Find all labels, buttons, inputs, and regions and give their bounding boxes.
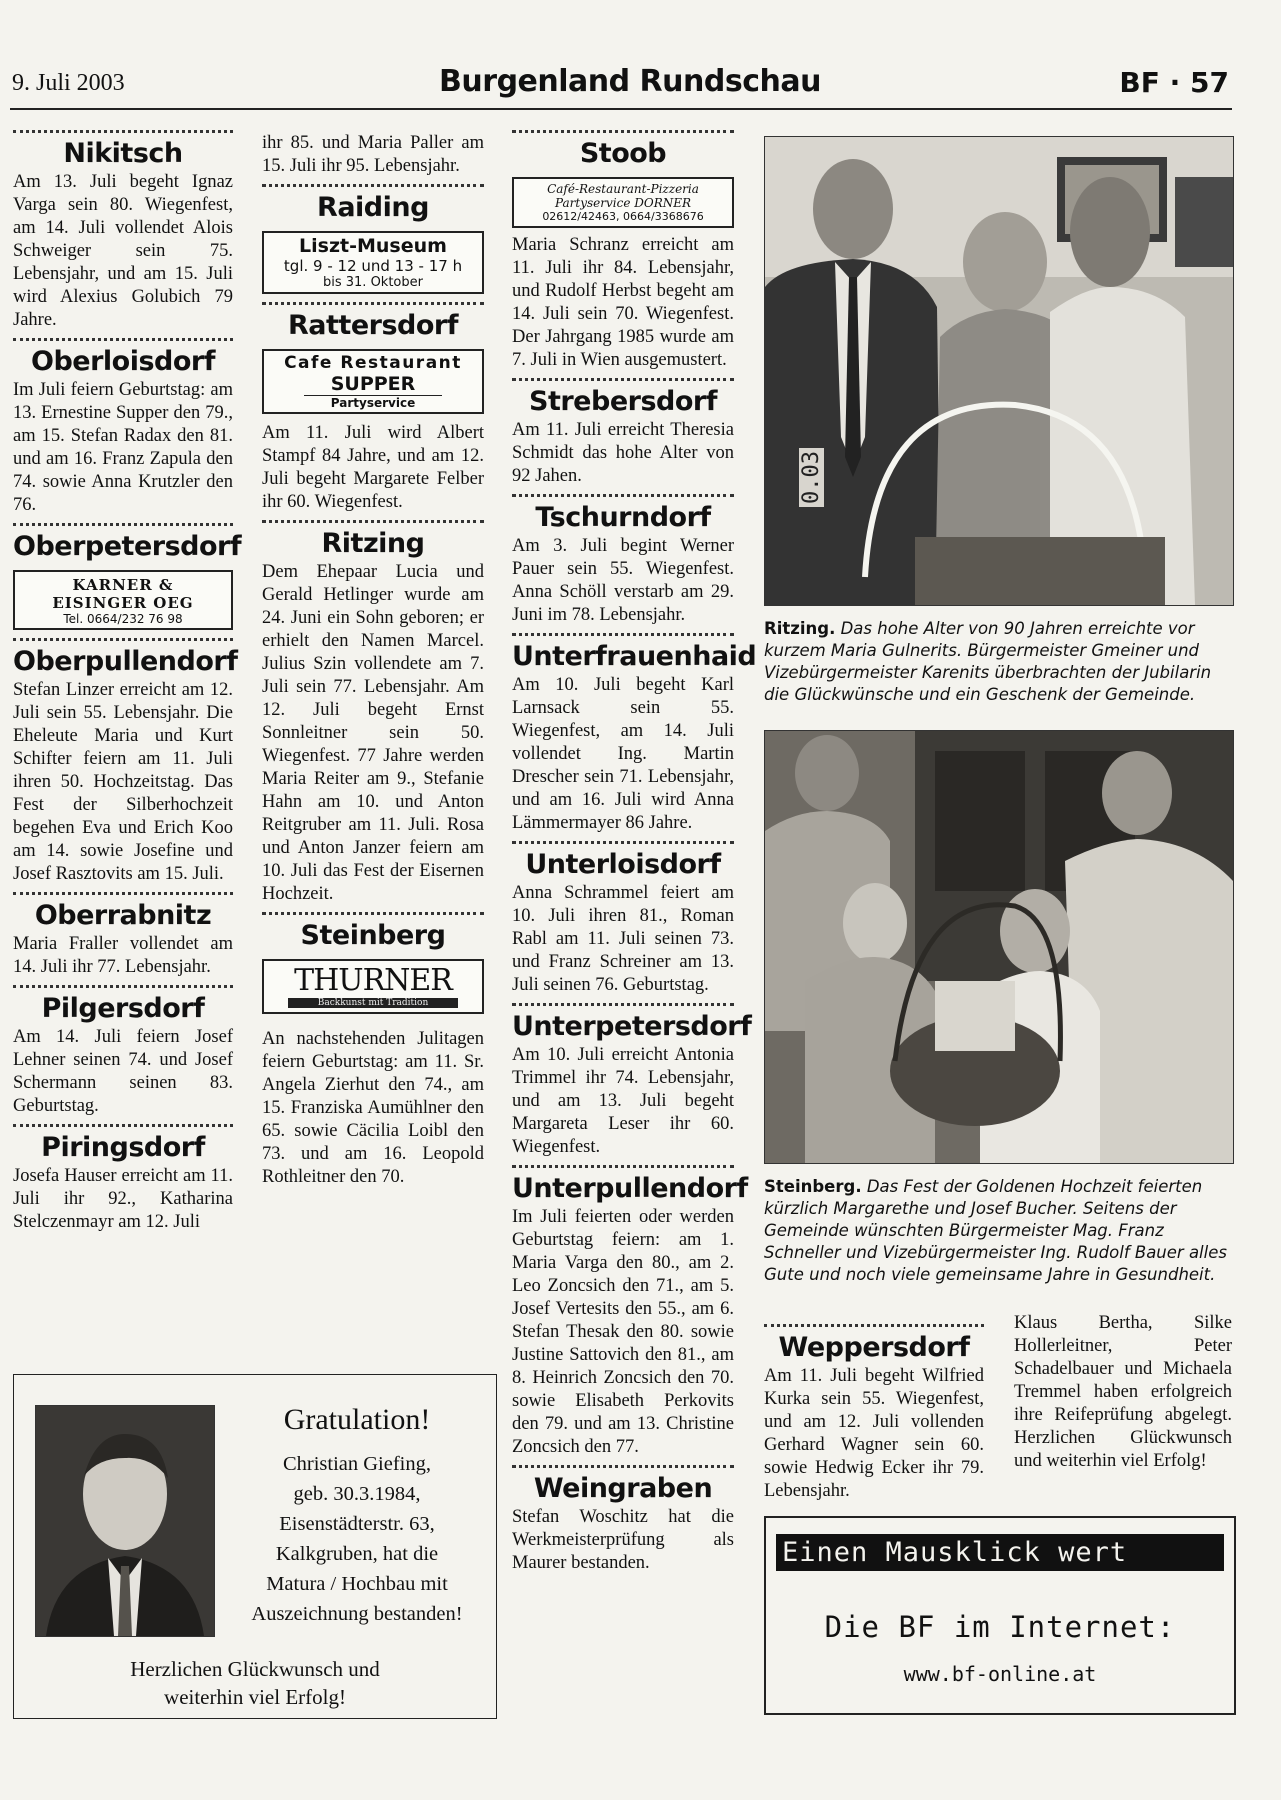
section-ritzing	[262, 520, 484, 906]
section-oberrabnitz	[13, 892, 233, 979]
section-text: Anna Schrammel feiert am 10. Juli ihren 81., Roman Rabl am 11. Juli seinen 73. und Franz Schreiner am 13. Juli seinen 76. Geburtstag.	[512, 883, 734, 995]
section-text: Klaus Bertha, Silke Hollerleitner, Peter Schadelbauer und Michaela Tremmel haben erfolgreich ihre Reifeprüfung abgelegt. Herzlichen Glückwunsch und weiterhin viel Erfolg!	[1014, 1313, 1232, 1471]
photo-steinberg-image	[765, 731, 1233, 1163]
section-text: Stefan Woschitz hat die Werkmeisterprüfung als Maurer bestanden.	[512, 1507, 734, 1573]
ad-supper: Cafe Restaurant SUPPER Partyservice	[262, 349, 484, 414]
section-title: Unterpetersdorf	[512, 1011, 752, 1042]
section-reifepruefung	[1014, 1312, 1232, 1473]
section-text: Maria Fraller vollendet am 14. Juli ihr 77. Lebensjahr.	[13, 934, 233, 977]
section-title: Stoob	[579, 138, 667, 169]
section-weppersdorf	[764, 1324, 984, 1503]
section-text: ihr 85. und Maria Paller am 15. Juli ihr 95. Lebensjahr.	[262, 133, 484, 176]
photo-ritzing-image	[765, 137, 1233, 605]
section-tschurndorf	[512, 494, 734, 627]
promo-line: Die BF im Internet:	[824, 1610, 1176, 1644]
column-weppersdorf	[764, 1318, 984, 1503]
gratulation-box	[13, 1374, 497, 1719]
caption-place: Steinberg.	[764, 1177, 862, 1196]
column-3	[512, 124, 757, 1575]
photo-steinberg	[764, 730, 1234, 1164]
section-title: Raiding	[317, 192, 429, 223]
section-text: Im Juli feiern Geburtstag: am 13. Ernestine Supper den 79., am 15. Stefan Radax den 81. und am 16. Franz Zapula den 74. sowie Anna Krutzler den 76.	[13, 380, 233, 515]
caption-text: Das Fest der Goldenen Hochzeit feierten kürzlich Margarethe und Josef Bucher. Seitens der Gemeinde wünschten Bürgermeister Mag. Franz Schneller und Vizebürgermeister Ing. Rudolf Bauer alles Gute und noch viele gemeinsame Jahre in Gesundheit.	[764, 1177, 1227, 1284]
column-2	[262, 132, 484, 1189]
header-rule	[10, 108, 1232, 110]
section-title: Unterfrauenhaid	[512, 641, 757, 672]
section-title: Weingraben	[533, 1473, 713, 1504]
internet-promo-box	[764, 1516, 1236, 1715]
section-title: Pilgersdorf	[41, 993, 205, 1024]
section-title: Strebersdorf	[529, 386, 717, 417]
photo-ritzing	[764, 136, 1234, 606]
caption-text: Das hohe Alter von 90 Jahren erreichte vor kurzem Maria Gulnerits. Bürgermeister Gmeiner und Vizebürgermeister Karenits überbrachten der Jubilarin die Glückwünsche und ein Geschenk der Gemeinde.	[764, 619, 1212, 704]
section-title: Oberpullendorf	[13, 646, 238, 677]
section-title: Weppersdorf	[778, 1332, 970, 1363]
caption-steinberg	[764, 1176, 1234, 1286]
section-unterloisdorf	[512, 841, 734, 997]
gratulation-title: Gratulation!	[283, 1403, 431, 1436]
section-oberpetersdorf	[13, 523, 242, 630]
section-title: Unterloisdorf	[525, 849, 721, 880]
section-rattersdorf	[262, 302, 484, 514]
page-number: BF · 57	[1119, 66, 1229, 99]
section-title: Nikitsch	[63, 138, 183, 169]
section-text: Josefa Hauser erreicht am 11. Juli ihr 92., Katharina Stelczenmayr am 12. Juli	[13, 1166, 233, 1232]
column-reifepruefung	[1014, 1312, 1232, 1473]
section-text: Stefan Linzer erreicht am 12. Juli sein 55. Lebensjahr. Die Eheleute Maria und Kurt Schifter feiern am 11. Juli ihren 50. Hochzeitstag. Das Fest der Silberhochzeit begehen Eva und Erich Koo am 14. sowie Josefine und Josef Rasztovits am 15. Juli.	[13, 680, 233, 884]
graduate-portrait-image	[36, 1406, 214, 1636]
section-title: Steinberg	[300, 920, 446, 951]
section-raiding	[262, 184, 484, 294]
section-text: Am 11. Juli wird Albert Stampf 84 Jahre, und am 12. Juli begeht Margarete Felber ihr 60. Wiegenfest.	[262, 423, 484, 512]
section-text: Maria Schranz erreicht am 11. Juli ihr 84. Lebensjahr, und Rudolf Herbst begeht am 14. Juli sein 70. Wiegenfest. Der Jahrgang 1985 wurde am 7. Juli in Wien ausgemustert.	[512, 235, 734, 370]
section-stoob	[512, 130, 734, 372]
section-pilgersdorf	[13, 985, 233, 1118]
gratulation-footer: Herzlichen Glückwunsch und weiterhin viel Erfolg!	[130, 1657, 380, 1709]
ad-dorner: Café-Restaurant-Pizzeria Partyservice DORNER 02612/42463, 0664/3368676	[512, 177, 734, 228]
graduate-portrait	[35, 1405, 215, 1637]
section-nikitsch	[13, 130, 233, 332]
promo-heading: Einen Mausklick wert	[776, 1534, 1224, 1571]
section-strebersdorf	[512, 378, 734, 488]
section-title: Tschurndorf	[535, 502, 711, 533]
section-steinberg	[262, 912, 484, 1189]
section-text: Am 14. Juli feiern Josef Lehner seinen 74. und Josef Schermann seinen 83. Geburtstag.	[13, 1027, 233, 1116]
gratulation-text: Christian Giefing, geb. 30.3.1984, Eisenstädterstr. 63, Kalkgruben, hat die Matura / Hochbau mit Auszeichnung bestanden!	[251, 1453, 463, 1625]
section-text: Dem Ehepaar Lucia und Gerald Hetlinger wurde am 24. Juni ein Sohn geboren; er erhielt den Namen Marcel. Julius Szin vollendete am 7. Juli sein 77. Lebensjahr. Am 12. Juli begeht Ernst Sonnleitner sein 50. Wiegenfest. 77 Jahre werden Maria Reiter am 9., Stefanie Hahn am 10. und Anton Reitgruber am 11. Juli. Rosa und Anton Janzer feiern am 10. Juli das Fest der Eisernen Hochzeit.	[262, 562, 484, 904]
section-piringsdorf	[13, 1124, 233, 1234]
section-text: An nachstehenden Julitagen feiern Geburtstag: am 11. Sr. Angela Zierhut den 74., am 15. Franziska Aumühlner den 65. sowie Cäcilia Loibl den 73. und am 16. Leopold Rothleitner den 70.	[262, 1029, 484, 1187]
section-title: Unterpullendorf	[512, 1173, 748, 1204]
section-title: Piringsdorf	[41, 1132, 205, 1163]
section-oberpullendorf	[13, 638, 238, 886]
section-text: Am 11. Juli erreicht Theresia Schmidt das hohe Alter von 92 Jahen.	[512, 420, 734, 486]
photo-date-stamp: 0.03	[799, 448, 824, 507]
section-title: Ritzing	[321, 528, 425, 559]
section-continuation	[262, 132, 484, 178]
caption-place: Ritzing.	[764, 619, 836, 638]
section-text: Am 10. Juli begeht Karl Larnsack sein 55. Wiegenfest, am 14. Juli vollendet Ing. Martin Drescher sein 71. Lebensjahr, und am 16. Juli wird Anna Lämmermayer 86 Jahre.	[512, 675, 734, 833]
ad-thurner: THURNER Backkunst mit Tradition	[262, 959, 484, 1014]
promo-url[interactable]: www.bf-online.at	[903, 1662, 1097, 1686]
section-unterfrauenhaid	[512, 633, 757, 835]
caption-ritzing	[764, 618, 1234, 706]
ad-liszt-museum: Liszt-Museum tgl. 9 - 12 und 13 - 17 h bis 31. Oktober	[262, 231, 484, 294]
section-unterpetersdorf	[512, 1003, 752, 1159]
section-title: Oberloisdorf	[31, 346, 215, 377]
section-text: Am 10. Juli erreicht Antonia Trimmel ihr 74. Lebensjahr, und am 13. Juli begeht Margareta Leser ihr 60. Wiegenfest.	[512, 1045, 734, 1157]
section-title: Oberpetersdorf	[13, 531, 242, 562]
section-title: Rattersdorf	[288, 310, 458, 341]
issue-date: 9. Juli 2003	[12, 70, 125, 96]
section-text: Im Juli feierten oder werden Geburtstag feiern: am 1. Maria Varga den 80., am 2. Leo Zoncsich den 71., am 5. Josef Vertesits den 55., am 6. Stefan Thesak den 80. sowie Justine Sattovich den 81., am 8. Heinrich Zoncsich den 70. sowie Elisabeth Perkovits den 79. und am 13. Christine Zoncsich den 77.	[512, 1207, 734, 1457]
section-text: Am 13. Juli begeht Ignaz Varga sein 80. Wiegenfest, am 14. Juli vollendet Alois Schweiger sein 75. Lebensjahr, und am 15. Juli wird Alexius Golubich 79 Jahre.	[13, 172, 233, 330]
section-oberloisdorf	[13, 338, 233, 517]
section-text: Am 3. Juli begint Werner Pauer sein 55. Wiegenfest. Anna Schöll verstarb am 29. Juni im 78. Lebensjahr.	[512, 536, 734, 625]
column-1	[13, 124, 242, 1234]
section-weingraben	[512, 1465, 734, 1575]
section-title: Oberrabnitz	[34, 900, 212, 931]
section-unterpullendorf	[512, 1165, 748, 1459]
ad-karner-eisinger: KARNER & EISINGER OEG Tel. 0664/232 76 98	[13, 570, 233, 630]
section-text: Am 11. Juli begeht Wilfried Kurka sein 55. Wiegenfest, und am 12. Juli vollenden Gerhard Wagner sein 60. sowie Hedwig Ecker ihr 79. Lebensjahr.	[764, 1366, 984, 1501]
page-title: Burgenland Rundschau	[439, 64, 821, 99]
